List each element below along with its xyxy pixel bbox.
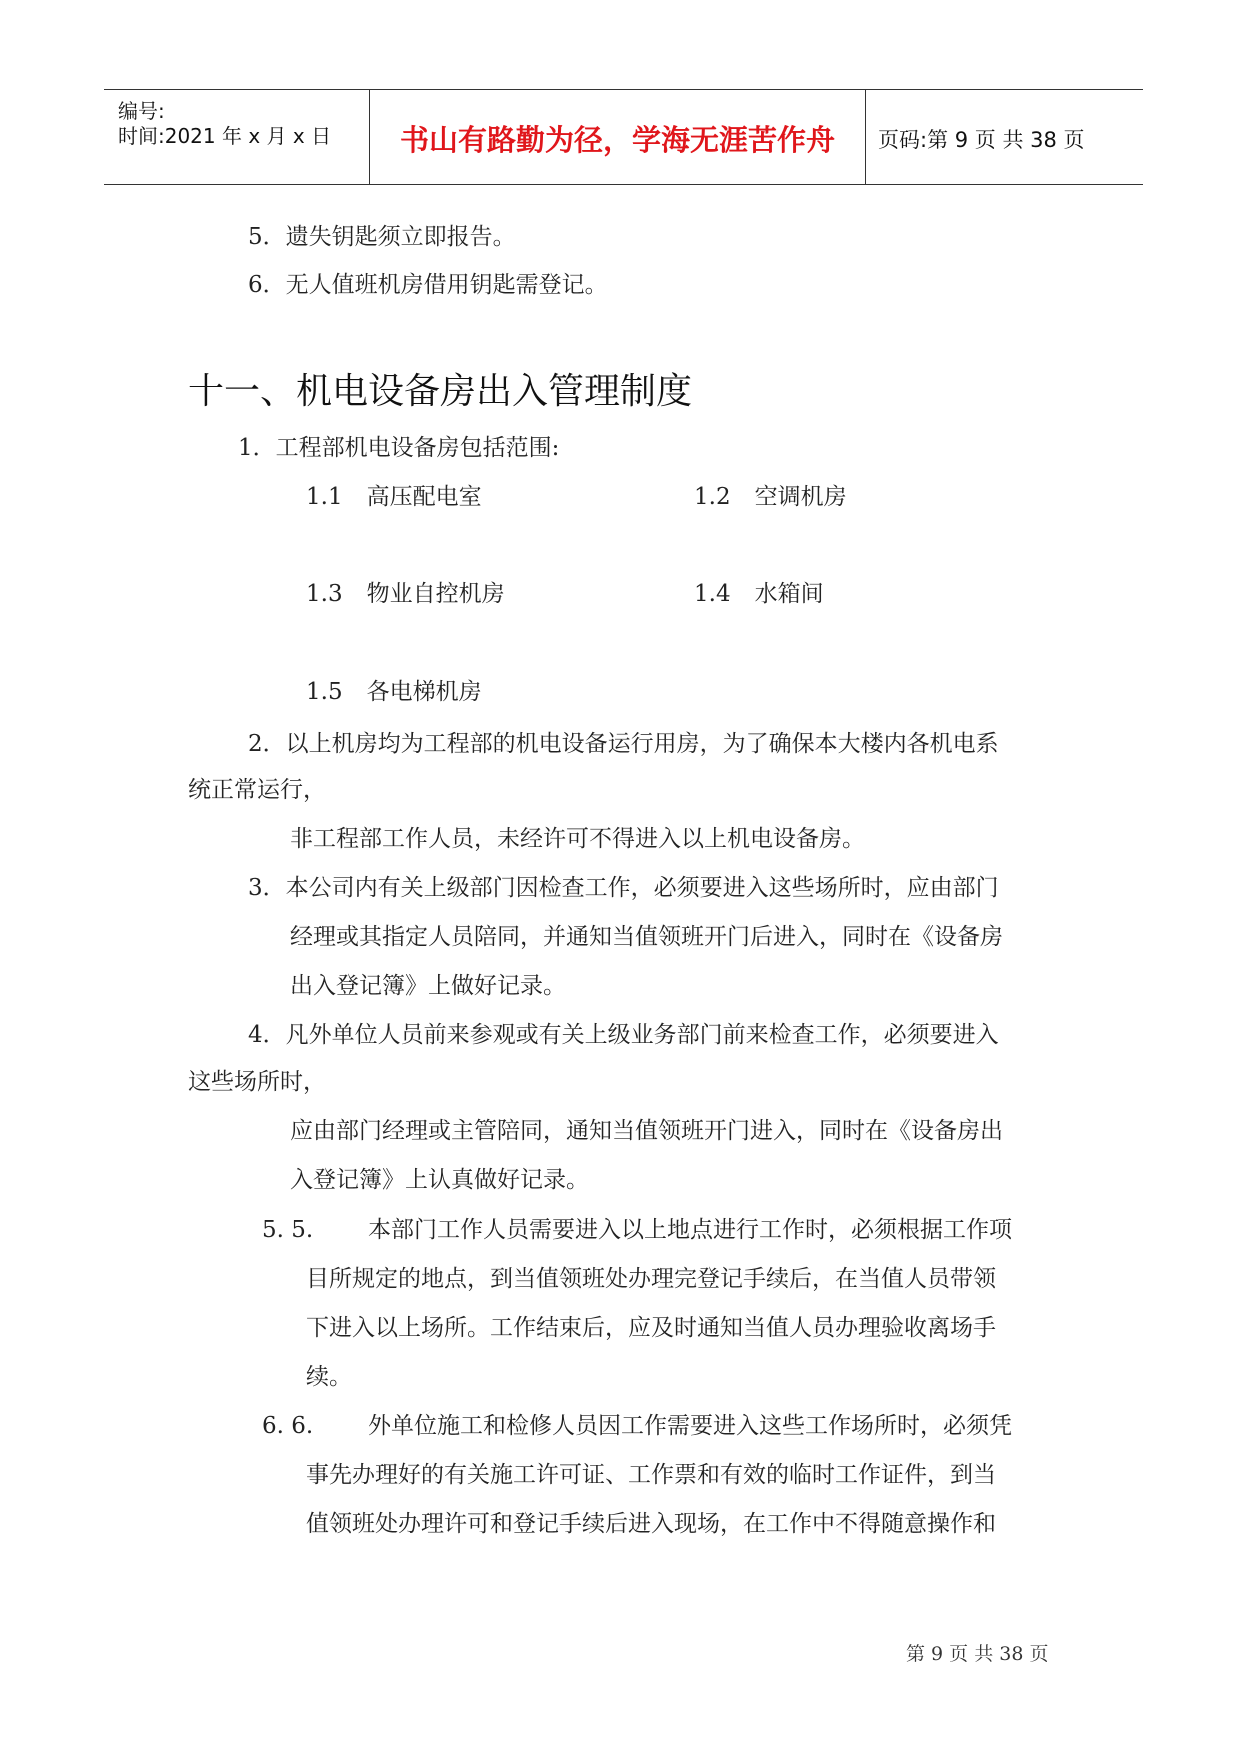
room-number: 1.4: [694, 581, 731, 607]
doc-number-label: 编号:: [118, 99, 165, 123]
room-number: 1.1: [306, 484, 343, 510]
item-4-line-1: 4．凡外单位人员前来参观或有关上级业务部门前来检查工作，必须要进入: [248, 1022, 999, 1048]
item-2-line-2: 统正常运行，: [188, 777, 326, 803]
item-3-line-1: 3．本公司内有关上级部门因检查工作，必须要进入这些场所时，应由部门: [248, 875, 999, 901]
item-3-line-2: 经理或其指定人员陪同，并通知当值领班开门后进入，同时在《设备房: [290, 924, 1003, 950]
header-motto-cell: [370, 90, 866, 184]
item-3-line-3: 出入登记簿》上做好记录。: [290, 973, 566, 999]
item-5-number: 5. 5.: [262, 1217, 314, 1243]
room-name: 物业自控机房: [366, 581, 505, 607]
room-name: 空调机房: [754, 484, 847, 510]
section-title: 十一、机电设备房出入管理制度: [188, 371, 693, 412]
line-item-6: 6．无人值班机房借用钥匙需登记。: [248, 272, 608, 298]
room-name: 高压配电室: [366, 484, 482, 510]
doc-time-label: 时间:2021 年 x 月 x 日: [118, 124, 332, 148]
item-5-line-4: 续。: [306, 1364, 352, 1390]
room-item: [694, 482, 847, 512]
item-4-line-3: 应由部门经理或主管陪同，通知当值领班开门进入，同时在《设备房出: [290, 1118, 1003, 1144]
room-number: 1.5: [306, 679, 343, 705]
document-header: [104, 89, 1143, 185]
header-motto: 书山有路勤为径，学海无涯苦作舟: [399, 123, 835, 157]
item-4-line-4: 入登记簿》上认真做好记录。: [290, 1167, 589, 1193]
room-name: 各电梯机房: [366, 679, 482, 705]
room-name: 水箱间: [754, 581, 824, 607]
item-5-line-1: 本部门工作人员需要进入以上地点进行工作时，必须根据工作项: [368, 1217, 1012, 1243]
room-number: 1.3: [306, 581, 343, 607]
item-6-line-3: 值领班处办理许可和登记手续后进入现场，在工作中不得随意操作和: [306, 1511, 996, 1537]
item-5-line-3: 下进入以上场所。工作结束后，应及时通知当值人员办理验收离场手: [306, 1315, 996, 1341]
header-info-cell: [104, 90, 370, 184]
footer-page-number: 第 9 页 共 38 页: [906, 1643, 1049, 1665]
room-item: [306, 677, 482, 707]
room-number: 1.2: [694, 484, 731, 510]
item-2-line-1: 2．以上机房均为工程部的机电设备运行用房，为了确保本大楼内各机电系: [248, 731, 999, 757]
item-6-line-2: 事先办理好的有关施工许可证、工作票和有效的临时工作证件，到当: [306, 1462, 996, 1488]
room-item: [306, 482, 482, 512]
header-page-number: 页码:第 9 页 共 38 页: [878, 128, 1085, 152]
item-1: 1．工程部机电设备房包括范围:: [238, 435, 560, 461]
item-5-line-2: 目所规定的地点，到当值领班处办理完登记手续后，在当值人员带领: [306, 1266, 996, 1292]
header-page-cell: [866, 90, 1143, 184]
item-2-line-3: 非工程部工作人员，未经许可不得进入以上机电设备房。: [290, 826, 865, 852]
item-4-line-2: 这些场所时，: [188, 1069, 326, 1095]
room-item: [306, 579, 505, 609]
room-item: [694, 579, 824, 609]
item-6-line-1: 外单位施工和检修人员因工作需要进入这些工作场所时，必须凭: [368, 1413, 1012, 1439]
line-item-5: 5．遗失钥匙须立即报告。: [248, 224, 516, 250]
item-6-number: 6. 6.: [262, 1413, 314, 1439]
